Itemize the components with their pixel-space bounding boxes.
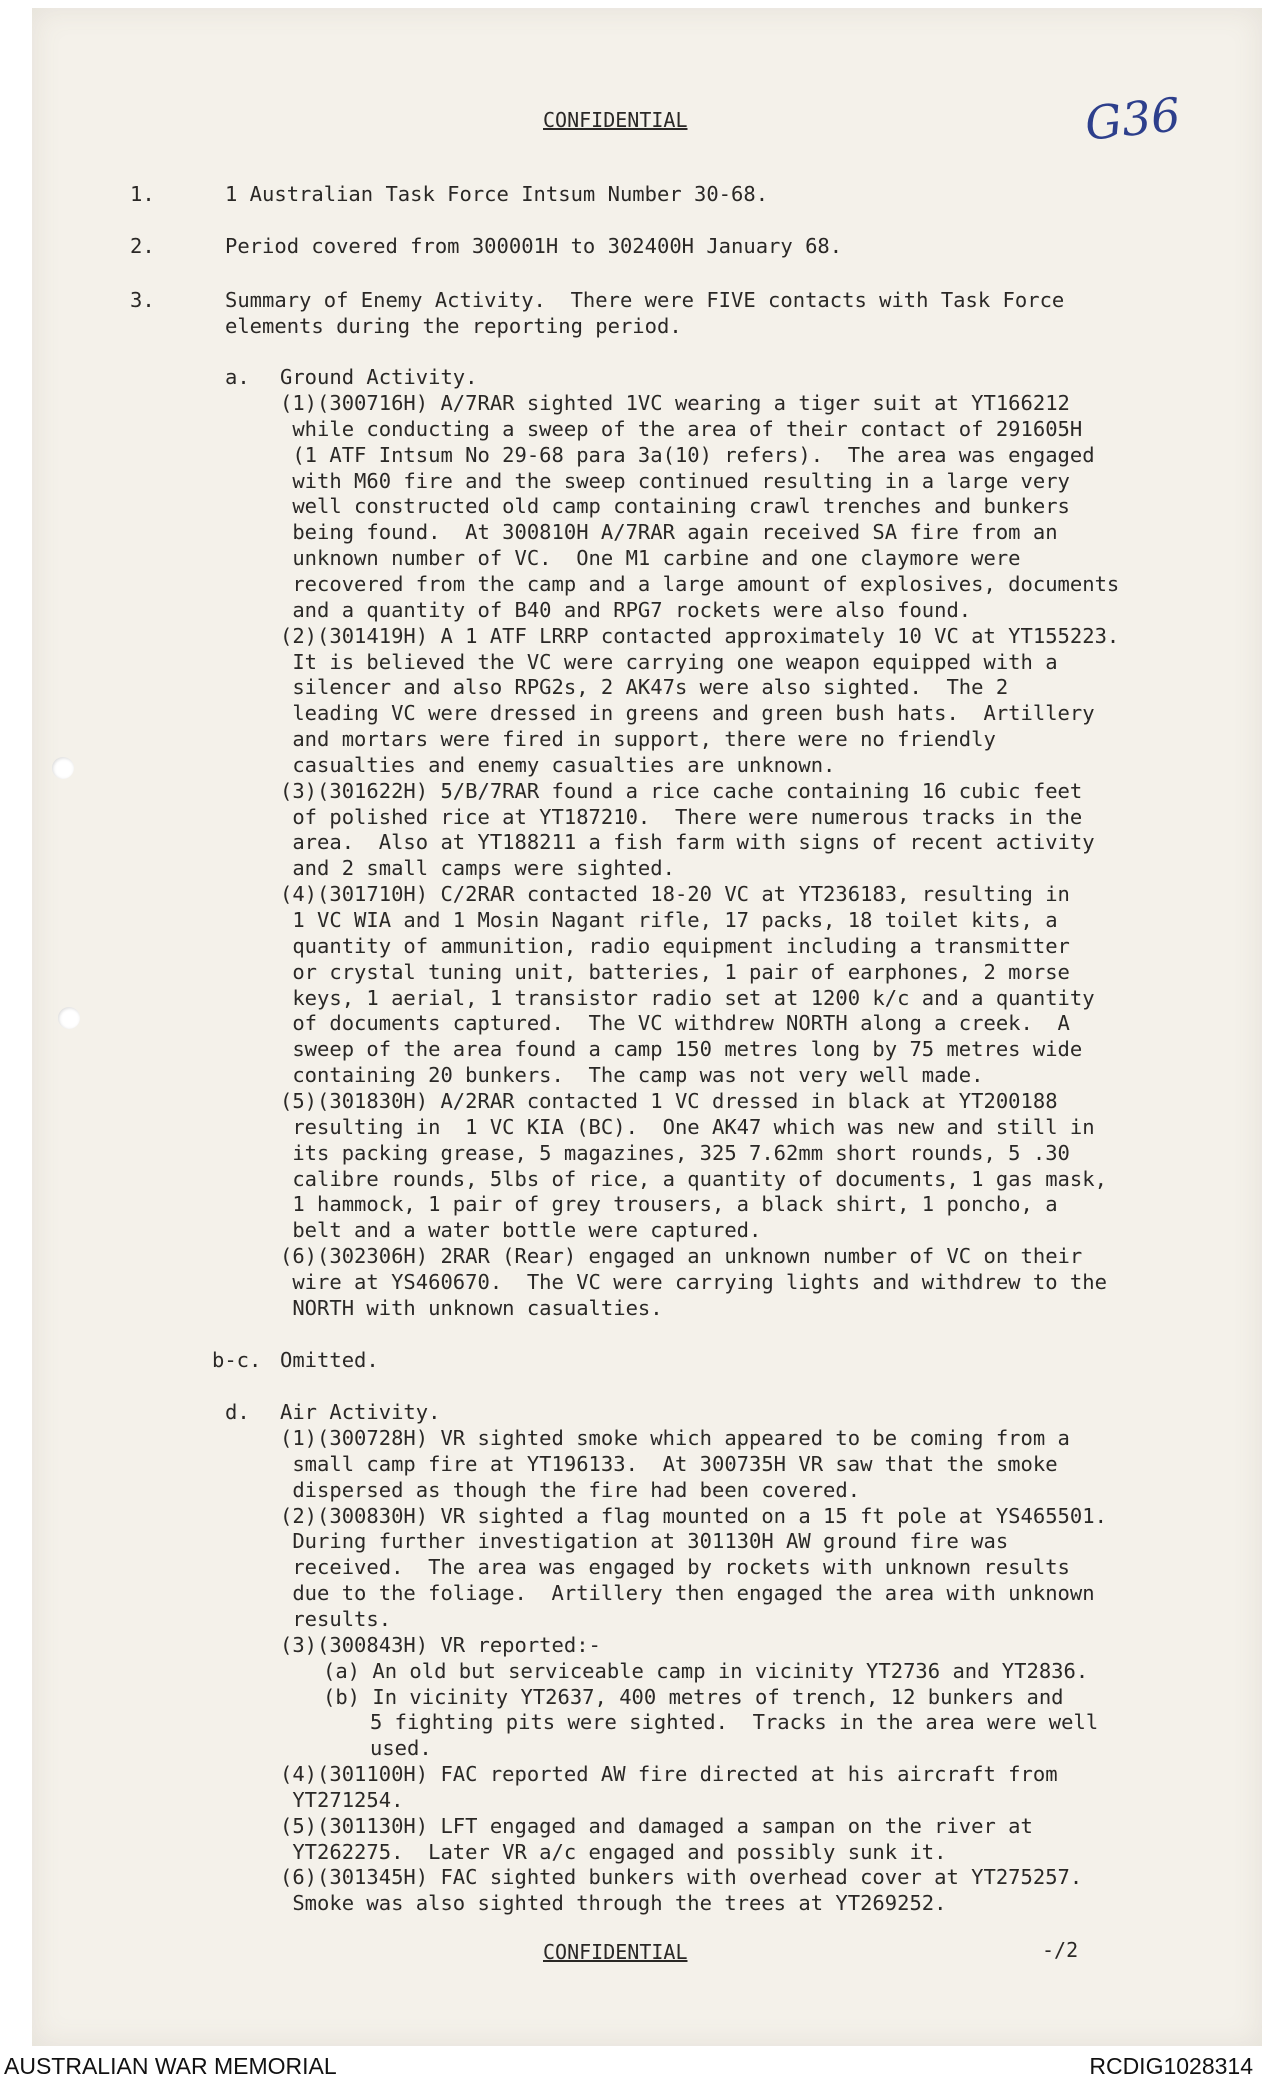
text-line: casualties and enemy casualties are unknown.	[280, 752, 836, 777]
text-line: (5)(301830H) A/2RAR contacted 1 VC dressed in black at YT200188	[280, 1088, 1058, 1113]
text-line: recovered from the camp and a large amount of explosives, documents	[280, 571, 1120, 596]
confidential-header: CONFIDENTIAL	[543, 108, 688, 132]
section-label: a.	[225, 365, 250, 389]
text-line: (2)(300830H) VR sighted a flag mounted on a 15 ft pole at YS465501.	[280, 1503, 1107, 1528]
text-line: YT262275. Later VR a/c engaged and possibly sunk it.	[280, 1839, 947, 1864]
text-line: (1 ATF Intsum No 29-68 para 3a(10) refers). The area was engaged	[280, 442, 1095, 467]
text-line: containing 20 bunkers. The camp was not very well made.	[280, 1063, 984, 1088]
text-line: (b) In vicinity YT2637, 400 metres of trench, 12 bunkers and	[323, 1684, 1064, 1709]
text-line: being found. At 300810H A/7RAR again received SA fire from an	[280, 520, 1058, 545]
text-line: 1 VC WIA and 1 Mosin Nagant rifle, 17 packs, 18 toilet kits, a	[280, 908, 1058, 932]
text-line: (2)(301419H) A 1 ATF LRRP contacted approximately 10 VC at YT155223.	[280, 623, 1120, 648]
text-line: YT271254.	[280, 1787, 404, 1812]
text-line: unknown number of VC. One M1 carbine and one claymore were	[280, 546, 1021, 571]
text-line: keys, 1 aerial, 1 transistor radio set at 1200 k/c and a quantity	[280, 985, 1095, 1010]
text-line: (1)(300716H) A/7RAR sighted 1VC wearing a tiger suit at YT166212	[280, 391, 1070, 415]
item-2-text: Period covered from 300001H to 302400H January 68.	[225, 234, 843, 258]
text-line: (5)(301130H) LFT engaged and damaged a sampan on the river at	[280, 1813, 1033, 1838]
text-line: wire at YS460670. The VC were carrying lights and withdrew to the	[280, 1269, 1107, 1294]
text-line: 5 fighting pits were sighted. Tracks in the area were well	[370, 1710, 1099, 1735]
text-line: and a quantity of B40 and RPG7 rockets were also found.	[280, 597, 972, 622]
text-line: well constructed old camp containing crawl trenches and bunkers	[280, 494, 1070, 519]
text-line: (6)(302306H) 2RAR (Rear) engaged an unknown number of VC on their	[280, 1244, 1083, 1269]
text-line: sweep of the area found a camp 150 metres long by 75 metres wide	[280, 1037, 1083, 1062]
section-title: Air Activity.	[280, 1400, 441, 1424]
text-line: silencer and also RPG2s, 2 AK47s were also sighted. The 2	[280, 675, 1009, 700]
text-line: (6)(301345H) FAC sighted bunkers with overhead cover at YT275257.	[280, 1865, 1083, 1890]
text-line: It is believed the VC were carrying one weapon equipped with a	[280, 649, 1058, 674]
section-title: Ground Activity.	[280, 365, 478, 389]
text-line: with M60 fire and the sweep continued resulting in a large very	[280, 468, 1070, 493]
item-number: 2.	[130, 234, 155, 258]
item-3-text: Summary of Enemy Activity. There were FIVE contacts with Task Force	[225, 288, 1065, 312]
text-line: (4)(301100H) FAC reported AW fire directed at his aircraft from	[280, 1762, 1058, 1787]
punch-hole	[52, 757, 74, 779]
text-line: (1)(300728H) VR sighted smoke which appeared to be coming from a	[280, 1426, 1070, 1450]
text-line: NORTH with unknown casualties.	[280, 1295, 663, 1320]
punch-hole	[58, 1007, 80, 1029]
text-line: 1 hammock, 1 pair of grey trousers, a black shirt, 1 poncho, a	[280, 1192, 1058, 1217]
text-line: area. Also at YT188211 a fish farm with signs of recent activity	[280, 830, 1095, 855]
text-line: results.	[280, 1606, 392, 1631]
text-line: of polished rice at YT187210. There were numerous tracks in the	[280, 804, 1083, 829]
text-line: quantity of ammunition, radio equipment including a transmitter	[280, 933, 1070, 958]
omitted-text: Omitted.	[280, 1348, 379, 1372]
confidential-footer: CONFIDENTIAL	[543, 1940, 688, 1964]
text-line: belt and a water bottle were captured.	[280, 1218, 762, 1243]
text-line: used.	[370, 1736, 432, 1761]
text-line: resulting in 1 VC KIA (BC). One AK47 which was new and still in	[280, 1114, 1095, 1139]
text-line: or crystal tuning unit, batteries, 1 pair of earphones, 2 morse	[280, 959, 1070, 984]
page-continuation: -/2	[1042, 1938, 1079, 1962]
text-line: During further investigation at 301130H AW ground fire was	[280, 1529, 1009, 1554]
text-line: while conducting a sweep of the area of their contact of 291605H	[280, 416, 1083, 441]
text-line: and mortars were fired in support, there were no friendly	[280, 727, 996, 752]
text-line: small camp fire at YT196133. At 300735H VR saw that the smoke	[280, 1451, 1058, 1476]
item-number: 1.	[130, 182, 155, 206]
item-3-text: elements during the reporting period.	[225, 314, 682, 338]
text-line: Smoke was also sighted through the trees at YT269252.	[280, 1891, 947, 1916]
section-label: d.	[225, 1400, 250, 1424]
text-line: leading VC were dressed in greens and green bush hats. Artillery	[280, 701, 1095, 726]
text-line: calibre rounds, 5lbs of rice, a quantity of documents, 1 gas mask,	[280, 1166, 1107, 1191]
text-line: dispersed as though the fire had been covered.	[280, 1477, 861, 1502]
section-label: b-c.	[212, 1348, 262, 1372]
text-line: due to the foliage. Artillery then engaged the area with unknown	[280, 1581, 1095, 1606]
text-line: (3)(300843H) VR reported:-	[280, 1632, 601, 1657]
text-line: and 2 small camps were sighted.	[280, 856, 675, 881]
item-1-text: 1 Australian Task Force Intsum Number 30-68.	[225, 182, 769, 206]
archive-footer	[0, 2046, 1265, 2082]
text-line: (3)(301622H) 5/B/7RAR found a rice cache containing 16 cubic feet	[280, 778, 1083, 803]
archive-name: AUSTRALIAN WAR MEMORIAL	[4, 2053, 337, 2079]
handwritten-reference: G36	[1082, 87, 1183, 151]
text-line: its packing grease, 5 magazines, 325 7.62mm short rounds, 5 .30	[280, 1140, 1070, 1165]
text-line: (a) An old but serviceable camp in vicinity YT2736 and YT2836.	[323, 1658, 1089, 1683]
text-line: (4)(301710H) C/2RAR contacted 18-20 VC at YT236183, resulting in	[280, 882, 1070, 907]
archive-id: RCDIG1028314	[1089, 2053, 1253, 2079]
item-number: 3.	[130, 288, 155, 312]
text-line: of documents captured. The VC withdrew NORTH along a creek. A	[280, 1011, 1070, 1036]
text-line: received. The area was engaged by rockets with unknown results	[280, 1555, 1070, 1580]
